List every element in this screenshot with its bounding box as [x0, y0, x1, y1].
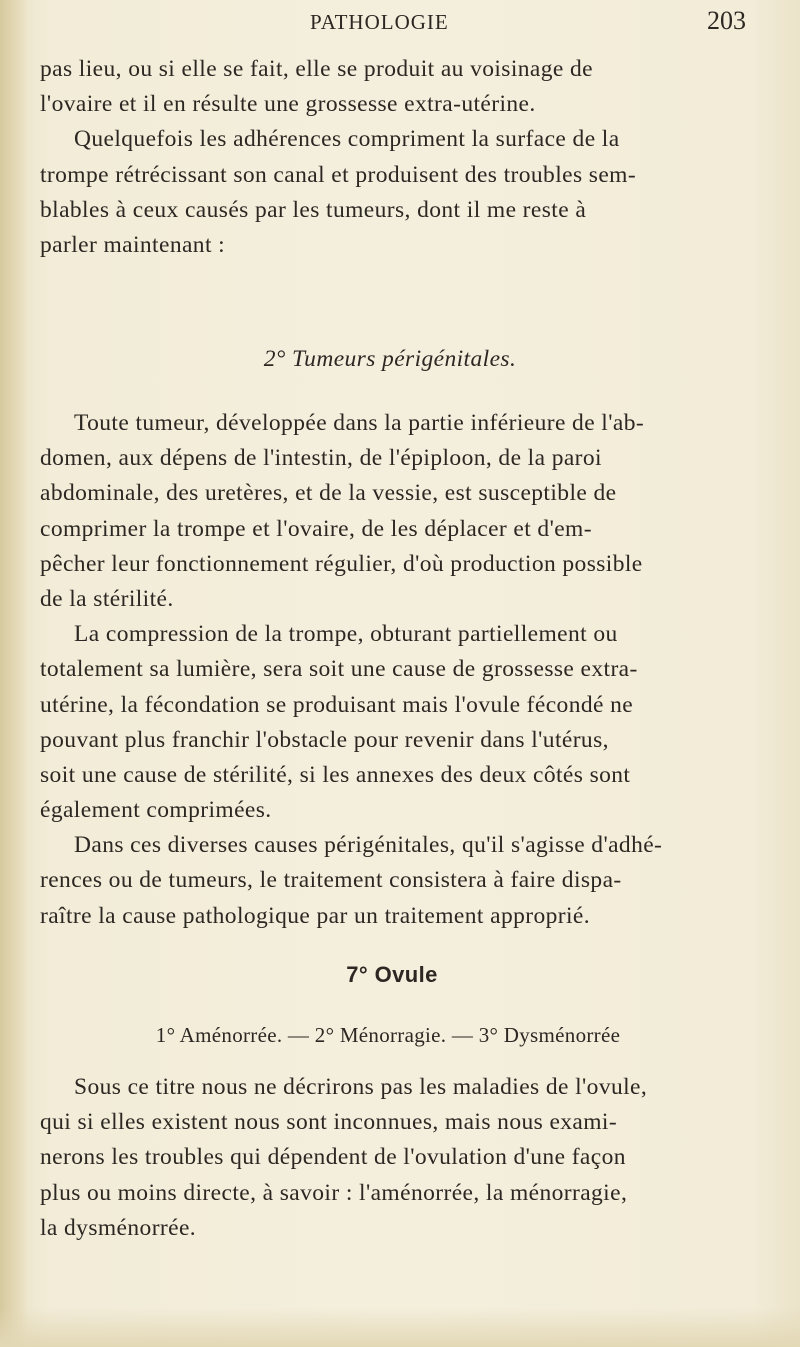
text-line: nerons les troubles qui dépendent de l'ovulation d'une façon — [40, 1144, 626, 1171]
text-line: l'ovaire et il en résulte une grossesse extra-utérine. — [40, 91, 536, 118]
text-line: pas lieu, ou si elle se fait, elle se produit au voisinage de — [40, 56, 594, 82]
text-line: domen, aux dépens de l'intestin, de l'épiploon, de la paroi — [40, 445, 602, 472]
text-line: trompe rétrécissant son canal et produisent des troubles sem- — [40, 161, 637, 188]
text-line: rences ou de tumeurs, le traitement consistera à faire dispa- — [40, 867, 622, 894]
page-header — [0, 6, 800, 46]
text-line: qui si elles existent nous sont inconnues, mais nous exami- — [40, 1109, 618, 1136]
page-gutter-shadow — [0, 0, 28, 1347]
page-number: 203 — [707, 6, 746, 35]
text-line: également comprimées. — [40, 797, 272, 824]
section-heading-ovule: 7° Ovule — [346, 962, 438, 987]
text-line: comprimer la trompe et l'ovaire, de les déplacer et d'em- — [40, 515, 592, 542]
text-line: totalement sa lumière, sera soit une cause de grossesse extra- — [40, 656, 638, 683]
text-line: blables à ceux causés par les tumeurs, dont il me reste à — [40, 196, 587, 223]
text-line: utérine, la fécondation se produisant mais l'ovule fécondé ne — [40, 691, 634, 718]
intro-paragraph — [40, 52, 780, 263]
text-line: pêcher leur fonctionnement régulier, d'où production possible — [40, 550, 643, 577]
section-tumeurs-body — [40, 406, 780, 934]
section-ovule-body — [40, 1070, 780, 1246]
running-head: PATHOLOGIE — [310, 10, 449, 34]
text-line: Toute tumeur, développée dans la partie inférieure de l'ab- — [74, 410, 645, 436]
text-line: Dans ces diverses causes périgénitales, qu'il s'agisse d'adhé- — [74, 832, 663, 859]
text-line: Quelquefois les adhérences compriment la surface de la — [74, 126, 620, 153]
text-line: parler maintenant : — [40, 231, 226, 258]
section-subheadings: 1° Aménorrée. — 2° Ménorragie. — 3° Dysménorrée — [155, 1023, 621, 1047]
text-line: plus ou moins directe, à savoir : l'aménorrée, la ménorragie, — [40, 1179, 628, 1206]
text-line: soit une cause de stérilité, si les annexes des deux côtés sont — [40, 761, 631, 788]
page-bottom-shadow — [0, 1307, 800, 1347]
text-line: la dysménorrée. — [40, 1214, 197, 1241]
text-line: abdominale, des uretères, et de la vessie, est susceptible de — [40, 480, 617, 507]
text-line: raître la cause pathologique par un traitement approprié. — [40, 902, 591, 929]
text-line: La compression de la trompe, obturant partiellement ou — [74, 621, 618, 648]
text-line: Sous ce titre nous ne décrirons pas les maladies de l'ovule, — [74, 1074, 648, 1100]
text-line: pouvant plus franchir l'obstacle pour revenir dans l'utérus, — [40, 726, 609, 753]
text-line: de la stérilité. — [40, 585, 174, 612]
section-heading-tumeurs: 2° Tumeurs périgénitales. — [263, 346, 517, 372]
